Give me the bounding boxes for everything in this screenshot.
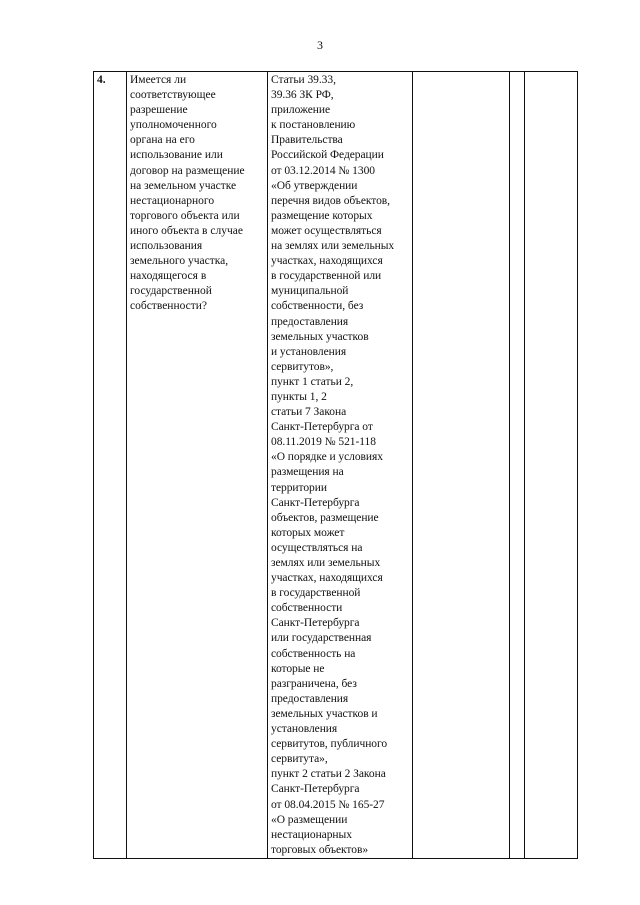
- legal-requirements-cell: Статьи 39.33, 39.36 ЗК РФ, приложение к постановлению Правительства Российской Федерации от 03.12.2014 № 1300 «Об утверждении перечня видов объектов, размещение которых может осуществляться на землях или земельных участках, находящихся в государственной или муниципальной собственности, без предоставления земельных участков и установления сервитутов», пункт 1 статьи 2, пункты 1, 2 статьи 7 Закона Санкт-Петербурга от 08.11.2019 № 521-118 «О порядке и условиях размещения на территории Санкт-Петербурга объектов, размещение которых может осуществляться на землях или земельных участках, находящихся в государственной собственности Санкт-Петербурга или государственная собственность на которые не разграничена, без предоставления земельных участков и установления сервитутов, публичного сервитута», пункт 2 статьи 2 Закона Санкт-Петербурга от 08.04.2015 № 165-27 «О размещении нестационарных торговых объектов»: [268, 72, 413, 859]
- page-number: 3: [317, 38, 323, 52]
- question-cell: Имеется ли соответствующее разрешение уполномоченного органа на его использование или договор на размещение на земельном участке нестационарного торгового объекта или иного объекта в случае использования земельного участка, находящегося в государственной собственности?: [127, 72, 268, 859]
- table-row: [94, 72, 578, 859]
- row-number-cell: 4.: [94, 72, 127, 859]
- checklist-table: [93, 71, 578, 859]
- note-cell: [525, 72, 578, 859]
- answer-yes-cell: [413, 72, 510, 859]
- answer-no-cell: [510, 72, 525, 859]
